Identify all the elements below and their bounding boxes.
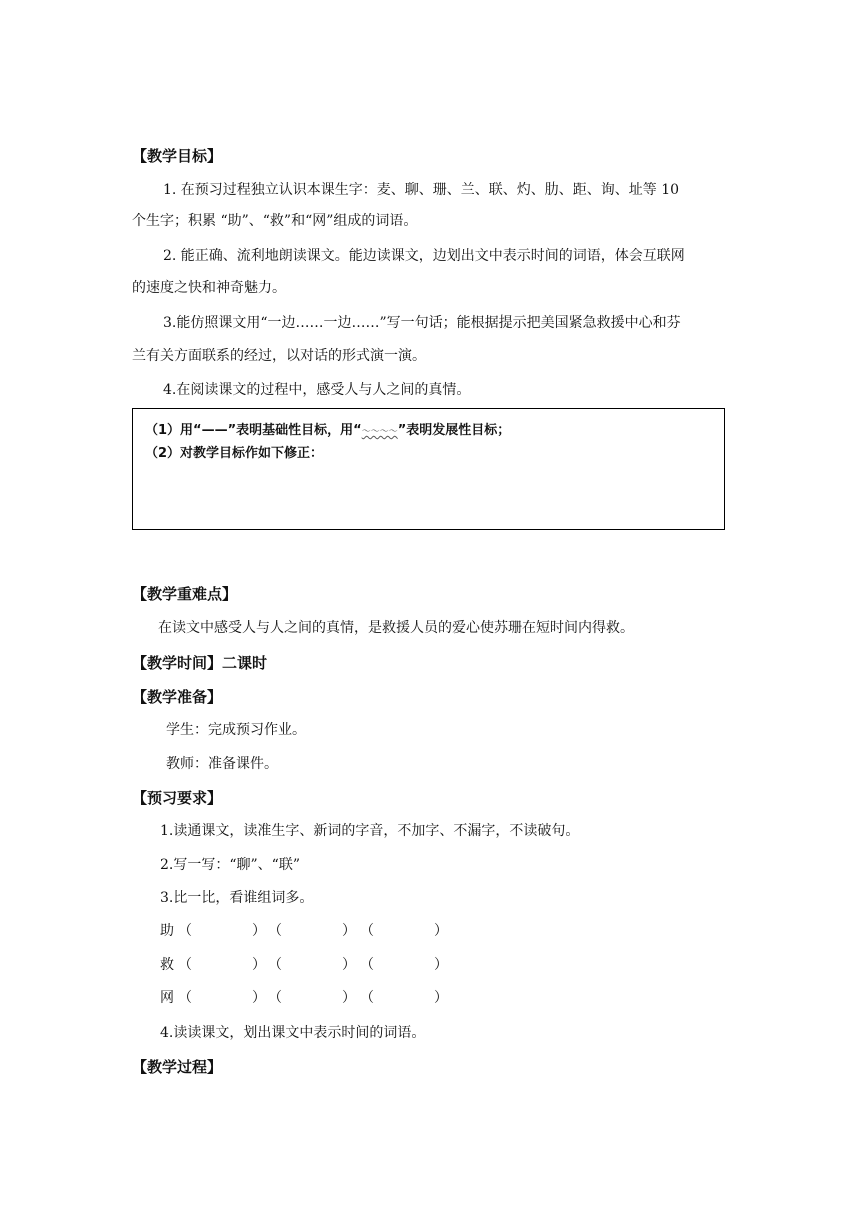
objective-2-line-2: 的速度之快和神奇魅力。 [132,280,286,296]
paren-open: （ [360,923,374,939]
teaching-time-heading: 【教学时间】二课时 [132,654,268,672]
preview-item-1: 1.读通课文，读准生字、新词的字音，不加字、不漏字，不读破句。 [160,823,580,839]
paren-close: ） [342,923,356,939]
paren-close: ） [252,990,266,1006]
paren-close: ） [252,957,266,973]
key-points-heading: 【教学重难点】 [132,585,238,603]
preparation-teacher: 教师：准备课件。 [166,756,278,772]
word-row-char: 救 [160,957,174,973]
paren-close: ） [342,990,356,1006]
paren-close: ） [434,957,448,973]
word-row-char: 网 [160,990,174,1006]
preview-heading: 【预习要求】 [132,789,223,807]
note-box [132,408,725,530]
paren-open: （ [268,990,282,1006]
process-heading: 【教学过程】 [132,1058,223,1076]
objective-3-line-2: 兰有关方面联系的经过，以对话的形式演一演。 [132,348,426,364]
objective-2-line-1: 2. 能正确、流利地朗读课文。能边读课文，边划出文中表示时间的词语，体会互联网 [163,248,685,264]
paren-open: （ [360,990,374,1006]
paren-open: （ [178,990,192,1006]
preparation-heading: 【教学准备】 [132,688,223,706]
paren-open: （ [268,923,282,939]
paren-open: （ [178,923,192,939]
paren-close: ） [252,923,266,939]
objective-4: 4.在阅读课文的过程中，感受人与人之间的真情。 [163,382,471,398]
objective-1-line-2: 个生字；积累 “助”、“救”和“网”组成的词语。 [132,213,418,229]
objectives-heading: 【教学目标】 [132,147,223,165]
word-row-char: 助 [160,923,174,939]
paren-open: （ [360,957,374,973]
paren-close: ） [434,923,448,939]
key-points-text: 在读文中感受人与人之间的真情，是救援人员的爱心使苏珊在短时间内得救。 [158,620,634,636]
note-line-1 [145,419,510,438]
paren-open: （ [178,957,192,973]
objective-1-line-1: 1. 在预习过程独立认识本课生字：麦、聊、珊、兰、联、灼、肋、距、询、址等 10 [163,182,680,198]
objective-3-line-1: 3.能仿照课文用“一边……一边……”写一句话；能根据提示把美国紧急救援中心和芬 [163,315,681,331]
preview-item-4: 4.读读课文，划出课文中表示时间的词语。 [160,1025,426,1041]
paren-close: ） [434,990,448,1006]
note-line-1-b: ”表明发展性目标； [397,423,511,438]
preview-item-3: 3.比一比，看谁组词多。 [160,890,314,906]
paren-close: ） [342,957,356,973]
paren-open: （ [268,957,282,973]
note-line-1-a: （1）用“——”表明基础性目标，用“ [145,423,362,438]
preparation-student: 学生：完成预习作业。 [166,722,306,738]
preview-item-2: 2.写一写：“聊”、“联” [160,857,300,873]
wavy-line-sample: ～～～～ [361,427,398,437]
note-line-2: （2）对教学目标作如下修正： [145,446,324,461]
